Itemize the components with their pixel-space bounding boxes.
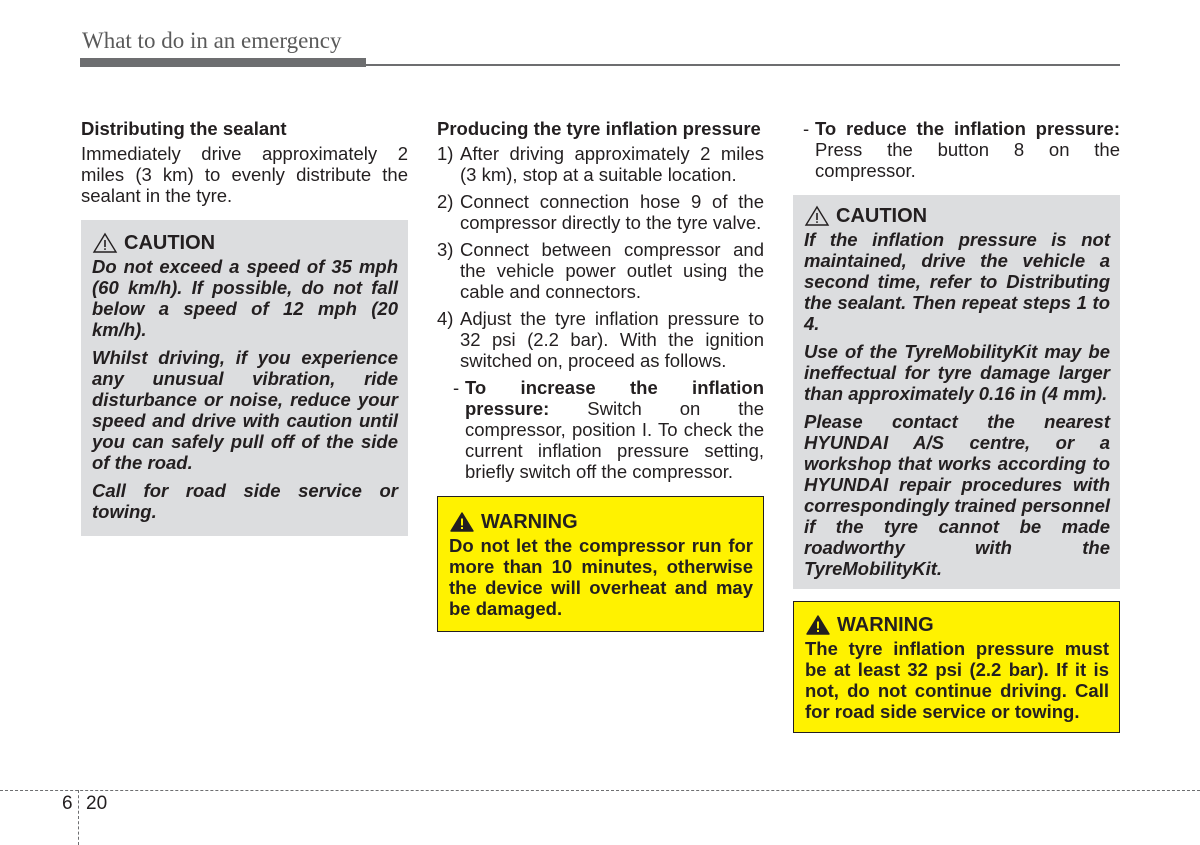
footer-dashed-divider — [78, 790, 79, 845]
warning-title-label: WARNING — [481, 510, 578, 533]
warning-box — [437, 496, 764, 632]
list-item — [437, 239, 764, 302]
header-rule — [366, 64, 1120, 66]
step-number: 4) — [437, 308, 454, 329]
list-item — [437, 143, 764, 185]
warning-text: The tyre inflation pressure must be at least 32 psi (2.2 bar). If it is not, do not continue driving. Call for road side service or towing. — [805, 638, 1109, 722]
step-text: Connect connection hose 9 of the compressor directly to the tyre valve. — [460, 191, 764, 233]
caution-text-1: If the inflation pressure is not maintained, drive the vehicle a second time, refer to Distributing the sealant. Then repeat steps 1 to 4. — [804, 229, 1110, 334]
warning-triangle-icon — [449, 511, 475, 533]
caution-text-3: Call for road side service or towing. — [92, 480, 398, 522]
sub-item-dash: - — [453, 377, 460, 398]
step-text: Adjust the tyre inflation pressure to 32 psi (2.2 bar). With the ignition switched on, proceed as follows. — [460, 308, 764, 371]
sub-item-text — [815, 118, 1120, 181]
step-text: Connect between compressor and the vehicle power outlet using the cable and connectors. — [460, 239, 764, 302]
column-1 — [81, 118, 408, 536]
sub-item-dash: - — [803, 118, 810, 139]
sub-item-label: To reduce the inflation pressure: — [815, 118, 1120, 139]
footer-dashed-rule — [0, 790, 1200, 791]
caution-title-label: CAUTION — [836, 204, 928, 227]
warning-text: Do not let the compressor run for more than 10 minutes, otherwise the device will overheat and may be damaged. — [449, 535, 753, 619]
warning-triangle-icon — [805, 614, 831, 636]
section-heading-producing: Producing the tyre inflation pressure — [437, 118, 761, 139]
page-number: 20 — [86, 793, 108, 814]
caution-triangle-icon — [92, 232, 118, 254]
sub-item-label: To increase the inflation pressure: — [465, 377, 764, 419]
list-item — [437, 308, 764, 371]
step-number: 3) — [437, 239, 454, 260]
caution-text-1: Do not exceed a speed of 35 mph (60 km/h). If possible, do not fall below a speed of 12 mph (20 km/h). — [92, 256, 398, 340]
warning-title — [449, 511, 753, 533]
step-number: 1) — [437, 143, 454, 164]
sub-item-reduce — [803, 118, 1120, 181]
column-2 — [437, 118, 764, 632]
caution-text-2: Whilst driving, if you experience any unusual vibration, ride disturbance or noise, reduce your speed and drive with caution until you can safely pull off of the side of the road. — [92, 347, 398, 473]
header-bar — [80, 58, 366, 67]
warning-box — [793, 601, 1120, 733]
warning-title-label: WARNING — [837, 613, 934, 636]
steps-list — [437, 143, 764, 371]
caution-box — [793, 195, 1120, 589]
caution-text-3: Please contact the nearest HYUNDAI A/S centre, or a workshop that works according to HYUNDAI repair procedures with correspondingly trained personnel if the tyre cannot be made roadworthy with the TyreMobilityKit. — [804, 411, 1110, 579]
page-header-title: What to do in an emergency — [82, 28, 342, 53]
sub-item-body: Switch on the compressor, position I. To check the current inflation pressure setting, briefly switch off the compressor. — [465, 398, 764, 482]
column-3 — [793, 118, 1120, 733]
warning-title — [805, 614, 1109, 636]
caution-title — [804, 205, 1110, 227]
caution-title — [92, 232, 398, 254]
list-item — [437, 191, 764, 233]
caution-title-label: CAUTION — [124, 231, 216, 254]
caution-text-2: Use of the TyreMobilityKit may be ineffectual for tyre damage larger than approximately 0.16 in (4 mm). — [804, 341, 1110, 404]
sub-item-increase — [453, 377, 764, 482]
caution-box — [81, 220, 408, 536]
paragraph-distributing: Immediately drive approximately 2 miles (3 km) to evenly distribute the sealant in the tyre. — [81, 143, 408, 206]
sub-item-body: Press the button 8 on the compressor. — [815, 139, 1120, 181]
step-text: After driving approximately 2 miles (3 km), stop at a suitable location. — [460, 143, 764, 185]
chapter-number: 6 — [62, 793, 73, 814]
step-number: 2) — [437, 191, 454, 212]
sub-item-text — [465, 377, 764, 482]
section-heading-distributing: Distributing the sealant — [81, 118, 287, 139]
caution-triangle-icon — [804, 205, 830, 227]
